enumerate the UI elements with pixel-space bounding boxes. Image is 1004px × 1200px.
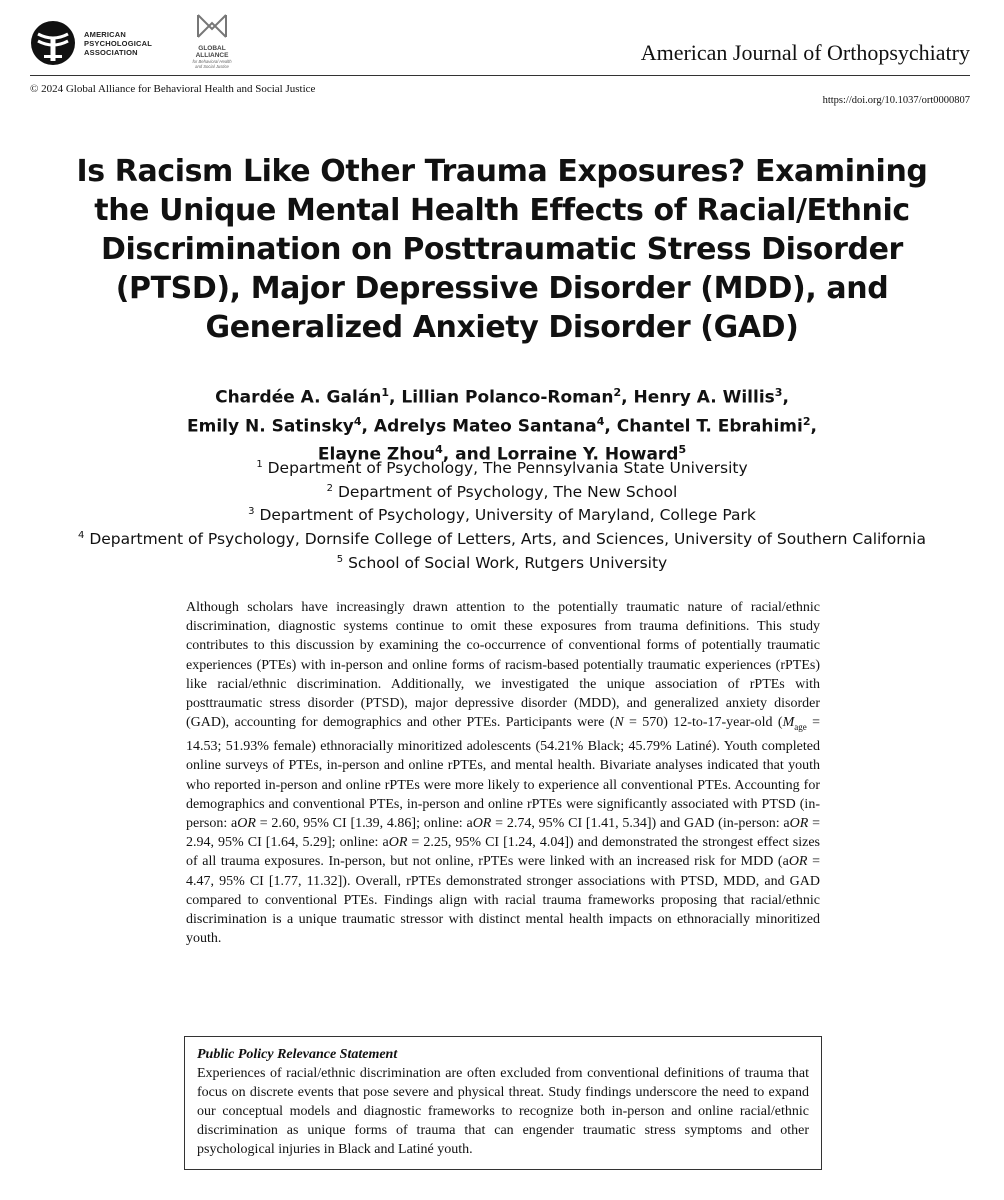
global-alliance-icon xyxy=(195,12,229,40)
abstract-text: = 14.53; 51.93% female) ethnoracially minoritized adolescents (54.21% Black; 45.79% Latiné). Youth completed online surveys of PTEs, in-person and online rPTEs, and mental health. Bivariate analyses indicated that youth who reported in-person and online rPTEs were more likely to experience all conventional PTEs. Accounting for demographics and conventional PTEs, in-person and online rPTEs were significantly associated with PTSD (in-person: a xyxy=(186,715,820,832)
author-name: Chantel T. Ebrahimi xyxy=(616,416,803,437)
apa-logo-icon xyxy=(30,20,76,66)
author-line xyxy=(40,410,964,439)
affiliation xyxy=(20,455,984,479)
abstract-symbol-or: OR xyxy=(237,816,256,832)
ga-line: GLOBAL xyxy=(198,45,226,52)
affiliation-text: School of Social Work, Rutgers University xyxy=(348,553,668,572)
affiliation xyxy=(20,502,984,526)
paper-title xyxy=(40,152,964,347)
title-line: Generalized Anxiety Disorder (GAD) xyxy=(205,310,799,345)
title-line: Is Racism Like Other Trauma Exposures? Examining xyxy=(76,154,928,189)
author-line xyxy=(40,381,964,410)
abstract-text: Although scholars have increasingly drawn attention to the potentially traumatic nature of racial/ethnic discrimination, diagnostic systems continue to omit these exposures from trauma definitions. This study contributes to this discussion by examining the co-occurrence of conventional forms of potentially traumatic experiences (PTEs) with in-person and online forms of racism-based potentially traumatic experiences (rPTEs) like racial/ethnic discrimination. Additionally, we investigated the unique association of rPTEs with posttraumatic stress disorder (PTSD), major depressive disorder (MDD), and generalized anxiety disorder (GAD), accounting for demographics and other PTEs. Participants were ( xyxy=(186,600,820,731)
copyright: © 2024 Global Alliance for Behavioral Health and Social Justice xyxy=(30,83,316,95)
author-separator: , xyxy=(442,444,456,465)
author-affiliation-mark: 3 xyxy=(774,386,783,399)
abstract-text: = 570) 12-to-17-year-old ( xyxy=(623,715,783,731)
author-separator: , xyxy=(604,416,617,437)
author-affiliation-mark: 4 xyxy=(435,443,443,457)
abstract-text: = 4.47, 95% CI [1.77, 11.32]). Overall, rPTEs demonstrated stronger associations with PTSD, MDD, and GAD compared to conventional PTEs. Findings align with racial trauma frameworks proposing that racial/ethnic discrimination is a unique traumatic stressor with distinct mental health impacts on ethnoracially minoritized youth. xyxy=(186,854,820,947)
affiliation-number: 3 xyxy=(248,506,255,518)
policy-statement-title: Public Policy Relevance Statement xyxy=(197,1047,398,1062)
ga-line: ALLIANCE xyxy=(195,52,229,59)
affiliation-list xyxy=(20,455,984,573)
affiliation xyxy=(20,550,984,574)
author-separator: , xyxy=(810,416,817,437)
title-line: the Unique Mental Health Effects of Racial/Ethnic xyxy=(94,193,910,228)
author-name: Elayne Zhou xyxy=(317,444,436,465)
abstract-symbol-or: OR xyxy=(788,854,808,870)
apa-logo xyxy=(30,18,180,68)
author-affiliation-mark: 5 xyxy=(678,443,687,457)
apa-line: AMERICAN xyxy=(84,29,127,39)
author-name: Lillian Polanco-Roman xyxy=(401,387,614,408)
abstract-symbol-or: OR xyxy=(388,835,408,851)
abstract xyxy=(186,598,820,948)
global-alliance-logo xyxy=(184,12,240,78)
apa-name xyxy=(84,30,152,57)
abstract-text: = 2.25, 95% CI [1.24, 4.04]) and demonstrated the strongest effect sizes of all trauma exposures. In-person, but not online, rPTEs were linked with an increased risk for MDD (a xyxy=(186,835,820,870)
author-separator: , xyxy=(389,387,402,408)
affiliation-number: 5 xyxy=(336,553,344,565)
affiliation-text: Department of Psychology, The New School xyxy=(337,482,678,501)
author-separator: , xyxy=(361,416,374,437)
title-line: Discrimination on Posttraumatic Stress Disorder xyxy=(101,232,903,267)
author-affiliation-mark: 4 xyxy=(353,414,362,428)
abstract-text: = 2.94, 95% CI [1.64, 5.29]; online: a xyxy=(186,816,820,851)
header-rule xyxy=(30,75,970,76)
apa-line: PSYCHOLOGICAL xyxy=(84,38,153,48)
author-affiliation-mark: 4 xyxy=(596,414,605,428)
policy-statement-box xyxy=(184,1036,822,1170)
affiliation-text: Department of Psychology, Dornsife College of Letters, Arts, and Sciences, University of Southern California xyxy=(89,530,926,549)
affiliation-text: Department of Psychology, The Pennsylvania State University xyxy=(267,459,748,478)
author-name: Emily N. Satinsky xyxy=(187,416,354,437)
abstract-text: = 2.74, 95% CI [1.41, 5.34]) and GAD (in-person: a xyxy=(491,816,790,832)
affiliation-text: Department of Psychology, University of Maryland, College Park xyxy=(259,506,756,525)
doi-link[interactable]: https://doi.org/10.1037/ort0000807 xyxy=(822,95,970,106)
journal-name: American Journal of Orthopsychiatry xyxy=(640,40,970,65)
abstract-symbol-m: M xyxy=(782,715,795,731)
affiliation-number: 2 xyxy=(326,482,334,494)
affiliation xyxy=(20,526,984,550)
author-name: Lorraine Y. Howard xyxy=(496,444,679,465)
page-header xyxy=(0,0,1004,120)
abstract-symbol-or: OR xyxy=(472,816,492,832)
author-name: Chardée A. Galán xyxy=(215,387,382,408)
abstract-subscript: age xyxy=(794,722,807,733)
author-affiliation-mark: 1 xyxy=(381,386,390,399)
apa-line: ASSOCIATION xyxy=(84,47,138,57)
author-name: Henry A. Willis xyxy=(633,387,775,408)
author-name: Adrelys Mateo Santana xyxy=(373,416,597,437)
abstract-text: = 2.60, 95% CI [1.39, 4.86]; online: a xyxy=(255,816,473,832)
title-line: (PTSD), Major Depressive Disorder (MDD), and xyxy=(115,271,889,306)
author-affiliation-mark: 2 xyxy=(802,414,811,428)
abstract-symbol-or: OR xyxy=(789,816,809,832)
affiliation xyxy=(20,479,984,503)
affiliation-number: 1 xyxy=(256,459,263,470)
ga-sub-line: and Social Justice xyxy=(195,64,229,69)
author-affiliation-mark: 2 xyxy=(613,386,622,399)
abstract-symbol-n: N xyxy=(614,715,624,731)
author-separator: , xyxy=(621,387,634,408)
author-separator: , xyxy=(782,387,789,408)
ga-sub-line: for Behavioral Health xyxy=(192,59,232,64)
affiliation-number: 4 xyxy=(78,529,85,541)
policy-statement-text: Experiences of racial/ethnic discrimination are often excluded from conventional definitions of trauma that focus on discrete events that pose severe and physical threat. Study findings underscore the need to expand our conceptual models and diagnostic frameworks to recognize both in-person and online racial/ethnic discrimination as unique forms of trauma that can engender traumatic stress symptoms and other psychological injuries in Black and Latiné youth. xyxy=(197,1066,809,1157)
author-conjunction: and xyxy=(455,444,497,465)
